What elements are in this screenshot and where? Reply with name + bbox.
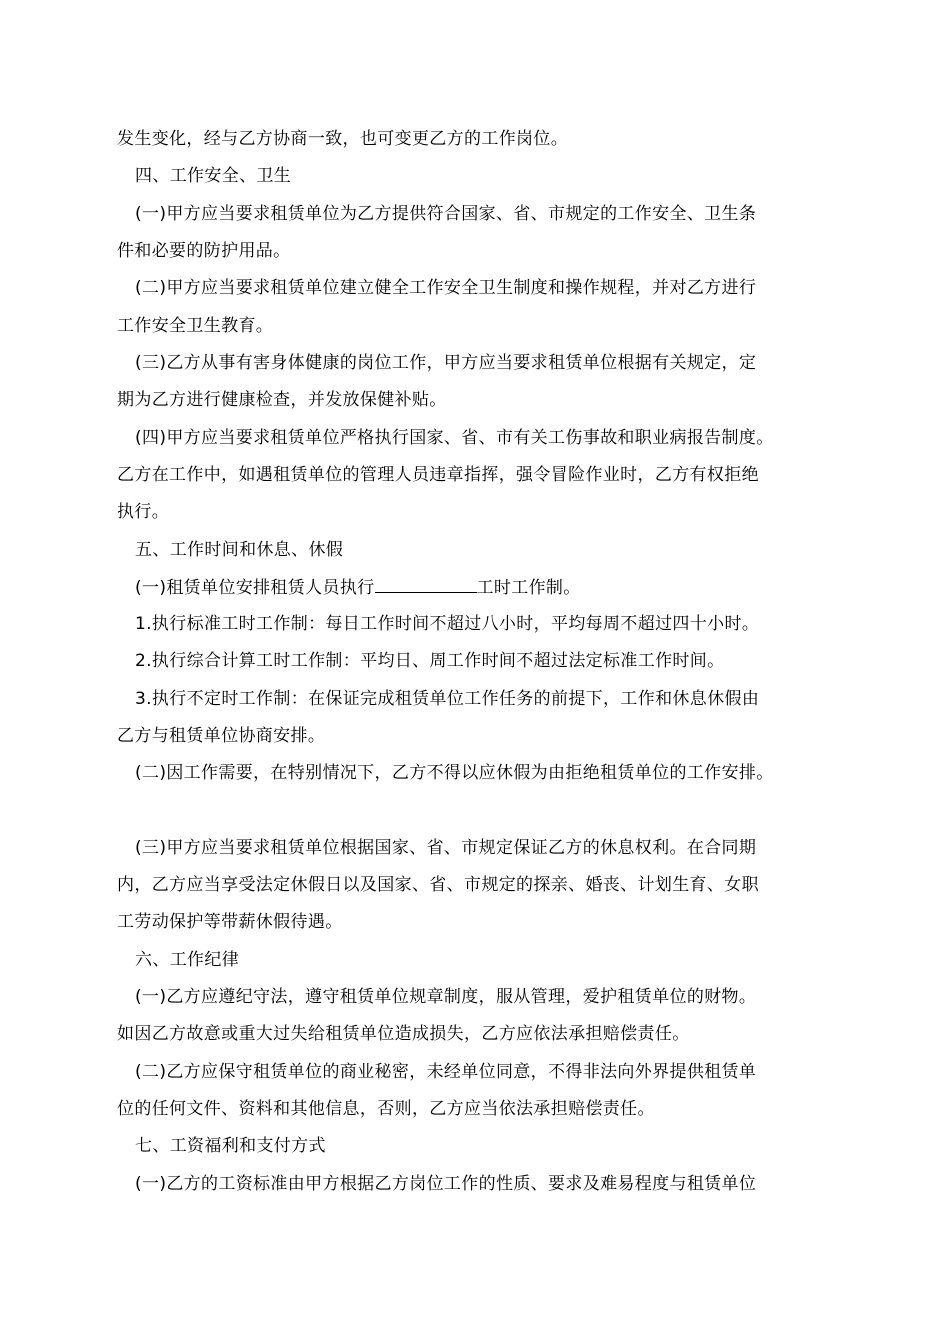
paragraph-line: (一)乙方应遵纪守法，遵守租赁单位规章制度，服从管理，爱护租赁单位的财物。: [135, 987, 757, 1007]
paragraph-line: (二)因工作需要，在特别情况下，乙方不得以应休假为由拒绝租赁单位的工作安排。: [135, 763, 774, 783]
paragraph-line: (四)甲方应当要求租赁单位严格执行国家、省、市有关工伤事故和职业病报告制度。: [135, 428, 774, 448]
section-heading: 四、工作安全、卫生: [135, 166, 292, 186]
paragraph-line: 2.执行综合计算工时工作制：平均日、周工作时间不超过法定标准工作时间。: [135, 651, 725, 671]
section-heading: 六、工作纪律: [135, 950, 240, 970]
section-heading: 五、工作时间和休息、休假: [135, 540, 344, 560]
paragraph-line: (一)甲方应当要求租赁单位为乙方提供符合国家、省、市规定的工作安全、卫生条: [135, 204, 757, 224]
paragraph-line: 乙方与租赁单位协商安排。: [117, 726, 326, 746]
paragraph-line: 内，乙方应当享受法定休假日以及国家、省、市规定的探亲、婚丧、计划生育、女职: [117, 875, 759, 895]
paragraph-line: (二)甲方应当要求租赁单位建立健全工作安全卫生制度和操作规程，并对乙方进行: [135, 278, 757, 298]
paragraph-line: (三)甲方应当要求租赁单位根据国家、省、市规定保证乙方的休息权利。在合同期: [135, 838, 757, 858]
paragraph-line: 1.执行标准工时工作制：每日工作时间不超过八小时，平均每周不超过四十小时。: [135, 614, 760, 634]
paragraph-line: 如因乙方故意或重大过失给租赁单位造成损失，乙方应依法承担赔偿责任。: [117, 1024, 690, 1044]
section-heading: 七、工资福利和支付方式: [135, 1136, 326, 1156]
paragraph-line: 3.执行不定时工作制：在保证完成租赁单位工作任务的前提下，工作和休息休假由: [135, 689, 760, 709]
paragraph-line: 乙方在工作中，如遇租赁单位的管理人员违章指挥，强令冒险作业时，乙方有权拒绝: [117, 465, 759, 485]
paragraph-line: (一)乙方的工资标准由甲方根据乙方岗位工作的性质、要求及难易程度与租赁单位: [135, 1174, 757, 1194]
paragraph-line-with-blank: [135, 572, 875, 602]
paragraph-line: (二)乙方应保守租赁单位的商业秘密，未经单位同意，不得非法向外界提供租赁单: [135, 1062, 757, 1082]
paragraph-line: (三)乙方从事有害身体健康的岗位工作，甲方应当要求租赁单位根据有关规定，定: [135, 353, 757, 373]
fill-in-blank[interactable]: [375, 572, 477, 593]
paragraph-line: 件和必要的防护用品。: [117, 241, 291, 261]
line-text-before-blank: (一)租赁单位安排租赁人员执行: [135, 578, 375, 598]
paragraph-line: 工作安全卫生教育。: [117, 316, 274, 336]
paragraph-line: 发生变化，经与乙方协商一致，也可变更乙方的工作岗位。: [117, 129, 569, 149]
paragraph-line: 工劳动保护等带薪休假待遇。: [117, 912, 343, 932]
line-text-after-blank: 工时工作制。: [476, 578, 581, 598]
paragraph-line: 位的任何文件、资料和其他信息，否则，乙方应当依法承担赔偿责任。: [117, 1099, 655, 1119]
paragraph-line: 执行。: [117, 502, 170, 522]
paragraph-line: 期为乙方进行健康检查，并发放保健补贴。: [117, 390, 447, 410]
